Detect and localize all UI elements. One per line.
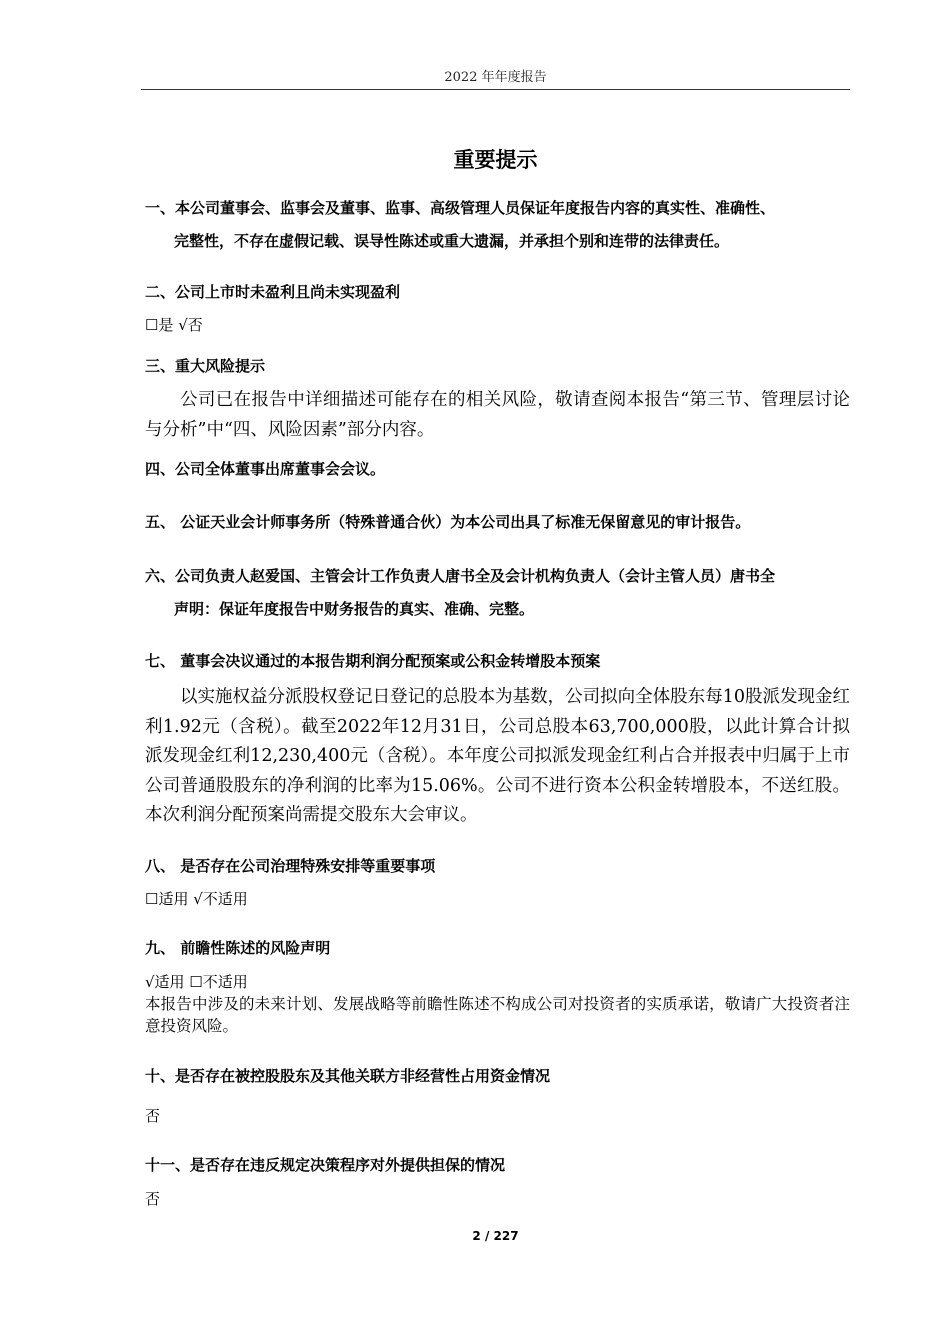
section-1-line-2: 完整性，不存在虚假记载、误导性陈述或重大遗漏，并承担个别和连带的法律责任。 bbox=[174, 232, 730, 250]
running-header: 2022 年年度报告 bbox=[444, 70, 547, 85]
header-divider bbox=[141, 89, 850, 90]
page-number: 2 / 227 bbox=[472, 1229, 519, 1243]
section-9-body: 本报告中涉及的未来计划、发展战略等前瞻性陈述不构成公司对投资者的实质承诺，敬请广大投资者注意投资风险。 bbox=[145, 995, 850, 1035]
section-2-options: ☐是 √否 bbox=[145, 316, 203, 334]
section-11-answer: 否 bbox=[145, 1190, 161, 1208]
section-3-heading: 三、重大风险提示 bbox=[145, 357, 266, 375]
section-2-heading: 二、公司上市时未盈利且尚未实现盈利 bbox=[145, 283, 401, 301]
section-3-body: 公司已在报告中详细描述可能存在的相关风险，敬请查阅本报告“第三节、管理层讨论与分析”中“四、风险因素”部分内容。 bbox=[145, 390, 850, 440]
section-7-body: 以实施权益分派股权登记日登记的总股本为基数，公司拟向全体股东每10股派发现金红利1.92元（含税）。截至2022年12月31日，公司总股本63,700,000股，以此计算合计拟派发现金红利12,230,400元（含税）。本年度公司拟派发现金红利占合并报表中归属于上市公司普通股股东的净利润的比率为15.06%。公司不进行资本公积金转增股本，不送红股。本次利润分配预案尚需提交股东大会审议。 bbox=[145, 687, 850, 825]
section-8-heading: 八、 是否存在公司治理特殊安排等重要事项 bbox=[145, 857, 436, 875]
page-title: 重要提示 bbox=[453, 148, 538, 172]
section-1 bbox=[145, 192, 850, 258]
section-6 bbox=[145, 560, 850, 626]
section-9-options: √适用 ☐不适用 bbox=[145, 973, 248, 991]
section-10-heading: 十、是否存在被控股股东及其他关联方非经营性占用资金情况 bbox=[145, 1067, 551, 1085]
section-11-heading: 十一、是否存在违反规定决策程序对外提供担保的情况 bbox=[145, 1156, 506, 1174]
section-8-options: ☐适用 √不适用 bbox=[145, 890, 248, 908]
section-10-answer: 否 bbox=[145, 1107, 161, 1125]
section-6-line-2: 声明：保证年度报告中财务报告的真实、准确、完整。 bbox=[174, 600, 535, 618]
section-5-heading: 五、 公证天业会计师事务所（特殊普通合伙）为本公司出具了标准无保留意见的审计报告。 bbox=[145, 513, 751, 531]
section-7-heading: 七、 董事会决议通过的本报告期利润分配预案或公积金转增股本预案 bbox=[145, 652, 601, 670]
section-9-heading: 九、 前瞻性陈述的风险声明 bbox=[145, 939, 331, 957]
section-4-heading: 四、公司全体董事出席董事会会议。 bbox=[145, 460, 386, 478]
section-6-line-1: 六、公司负责人赵爱国、主管会计工作负责人唐书全及会计机构负责人（会计主管人员）唐书全 bbox=[145, 567, 776, 585]
section-1-line-1: 一、本公司董事会、监事会及董事、监事、高级管理人员保证年度报告内容的真实性、准确性、 bbox=[145, 199, 776, 217]
